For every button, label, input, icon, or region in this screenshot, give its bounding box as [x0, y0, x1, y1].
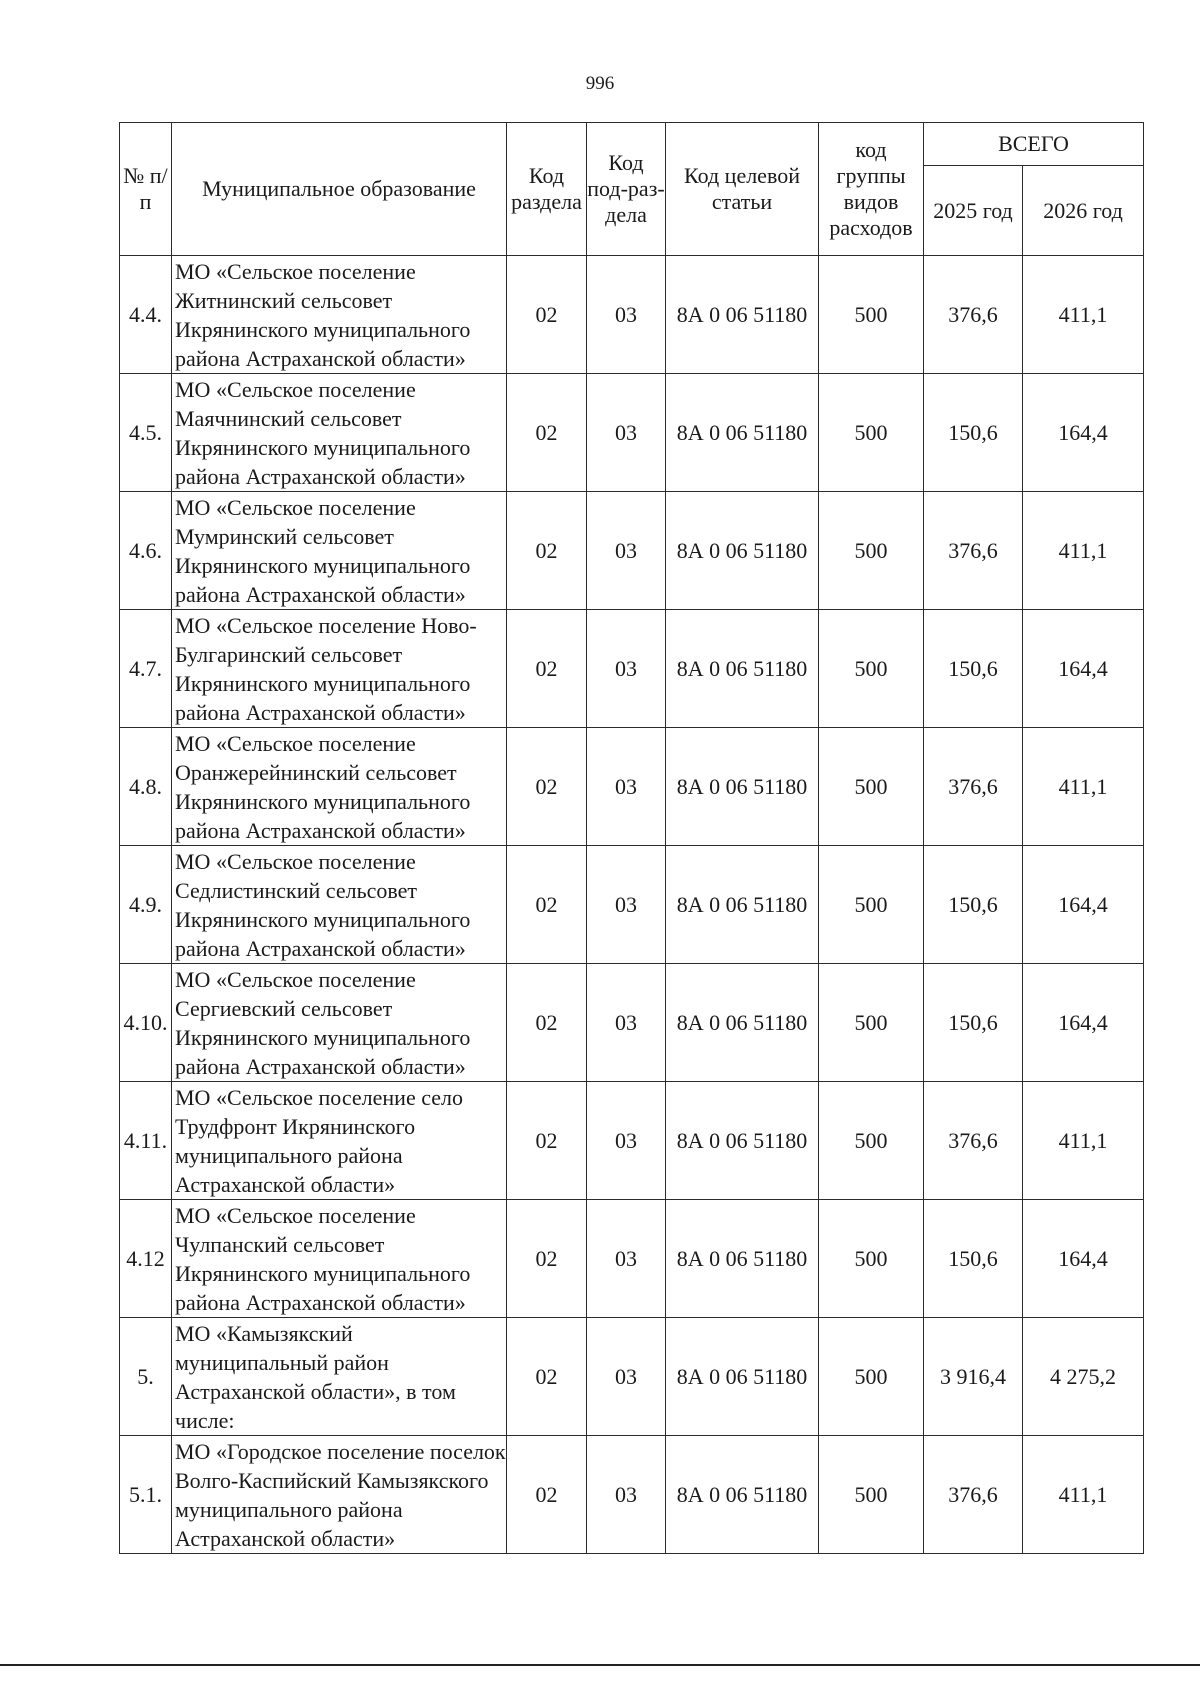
- amount-2026: 411,1: [1023, 1436, 1144, 1554]
- section-code: 02: [507, 846, 587, 964]
- target-code: 8А 0 06 51180: [666, 492, 819, 610]
- row-number: 4.4.: [120, 256, 172, 374]
- amount-2026: 164,4: [1023, 964, 1144, 1082]
- municipality-name: МО «Сельское поселение село Трудфронт Икрянинского муниципального района Астраханской области»: [172, 1082, 507, 1200]
- amount-2025: 376,6: [924, 1082, 1023, 1200]
- subsection-code: 03: [587, 374, 666, 492]
- subsection-code: 03: [587, 256, 666, 374]
- section-code: 02: [507, 492, 587, 610]
- row-number: 5.1.: [120, 1436, 172, 1554]
- row-number: 4.10.: [120, 964, 172, 1082]
- row-number: 4.12: [120, 1200, 172, 1318]
- header-section: Код раздела: [507, 123, 587, 256]
- table-row: [120, 1200, 1144, 1318]
- section-code: 02: [507, 1318, 587, 1436]
- amount-2025: 150,6: [924, 374, 1023, 492]
- row-number: 4.5.: [120, 374, 172, 492]
- header-year-2025: 2025 год: [924, 166, 1023, 256]
- target-code: 8А 0 06 51180: [666, 1318, 819, 1436]
- header-subsection: Код под-раз-дела: [587, 123, 666, 256]
- municipality-name: МО «Городское поселение поселок Волго-Каспийский Камызякского муниципального района Астраханской области»: [172, 1436, 507, 1554]
- amount-2025: 376,6: [924, 492, 1023, 610]
- target-code: 8А 0 06 51180: [666, 1082, 819, 1200]
- municipality-name: МО «Сельское поселение Сергиевский сельсовет Икрянинского муниципального района Астраханской области»: [172, 964, 507, 1082]
- municipality-name: МО «Сельское поселение Ново-Булгаринский сельсовет Икрянинского муниципального района Астраханской области»: [172, 610, 507, 728]
- municipality-name: МО «Сельское поселение Житнинский сельсовет Икрянинского муниципального района Астраханской области»: [172, 256, 507, 374]
- expense-group-code: 500: [819, 256, 924, 374]
- table-row: [120, 846, 1144, 964]
- subsection-code: 03: [587, 728, 666, 846]
- expense-group-code: 500: [819, 846, 924, 964]
- amount-2025: 150,6: [924, 964, 1023, 1082]
- page-number: 996: [585, 73, 615, 94]
- amount-2026: 411,1: [1023, 256, 1144, 374]
- footer-rule: [0, 1664, 1200, 1666]
- amount-2025: 150,6: [924, 610, 1023, 728]
- subsection-code: 03: [587, 1200, 666, 1318]
- section-code: 02: [507, 964, 587, 1082]
- amount-2025: 376,6: [924, 1436, 1023, 1554]
- section-code: 02: [507, 1200, 587, 1318]
- amount-2026: 4 275,2: [1023, 1318, 1144, 1436]
- amount-2026: 164,4: [1023, 846, 1144, 964]
- amount-2026: 411,1: [1023, 1082, 1144, 1200]
- table-row: [120, 964, 1144, 1082]
- expense-group-code: 500: [819, 964, 924, 1082]
- subsection-code: 03: [587, 610, 666, 728]
- expense-group-code: 500: [819, 492, 924, 610]
- target-code: 8А 0 06 51180: [666, 1436, 819, 1554]
- target-code: 8А 0 06 51180: [666, 964, 819, 1082]
- expense-group-code: 500: [819, 610, 924, 728]
- amount-2025: 150,6: [924, 1200, 1023, 1318]
- table-row: [120, 374, 1144, 492]
- target-code: 8А 0 06 51180: [666, 256, 819, 374]
- target-code: 8А 0 06 51180: [666, 1200, 819, 1318]
- subsection-code: 03: [587, 1436, 666, 1554]
- row-number: 4.6.: [120, 492, 172, 610]
- subsection-code: 03: [587, 492, 666, 610]
- subsection-code: 03: [587, 846, 666, 964]
- expense-group-code: 500: [819, 728, 924, 846]
- row-number: 5.: [120, 1318, 172, 1436]
- section-code: 02: [507, 256, 587, 374]
- table-row: [120, 1436, 1144, 1554]
- municipality-name: МО «Сельское поселение Мумринский сельсовет Икрянинского муниципального района Астраханской области»: [172, 492, 507, 610]
- table-row: [120, 1318, 1144, 1436]
- target-code: 8А 0 06 51180: [666, 728, 819, 846]
- amount-2026: 411,1: [1023, 728, 1144, 846]
- municipality-name: МО «Камызякский муниципальный район Астраханской области», в том числе:: [172, 1318, 507, 1436]
- amount-2026: 164,4: [1023, 1200, 1144, 1318]
- expense-group-code: 500: [819, 1318, 924, 1436]
- municipality-name: МО «Сельское поселение Маячнинский сельсовет Икрянинского муниципального района Астраханской области»: [172, 374, 507, 492]
- target-code: 8А 0 06 51180: [666, 610, 819, 728]
- section-code: 02: [507, 1436, 587, 1554]
- budget-table: [119, 122, 1144, 1554]
- target-code: 8А 0 06 51180: [666, 374, 819, 492]
- table-row: [120, 610, 1144, 728]
- municipality-name: МО «Сельское поселение Седлистинский сельсовет Икрянинского муниципального района Астраханской области»: [172, 846, 507, 964]
- table-row: [120, 256, 1144, 374]
- amount-2025: 3 916,4: [924, 1318, 1023, 1436]
- table-row: [120, 1082, 1144, 1200]
- row-number: 4.11.: [120, 1082, 172, 1200]
- row-number: 4.8.: [120, 728, 172, 846]
- expense-group-code: 500: [819, 1082, 924, 1200]
- section-code: 02: [507, 728, 587, 846]
- table-row: [120, 728, 1144, 846]
- header-num: № п/п: [120, 123, 172, 256]
- section-code: 02: [507, 1082, 587, 1200]
- expense-group-code: 500: [819, 374, 924, 492]
- municipality-name: МО «Сельское поселение Чулпанский сельсовет Икрянинского муниципального района Астраханской области»: [172, 1200, 507, 1318]
- amount-2025: 376,6: [924, 256, 1023, 374]
- row-number: 4.7.: [120, 610, 172, 728]
- header-target: Код целевой статьи: [666, 123, 819, 256]
- table-row: [120, 492, 1144, 610]
- header-total: ВСЕГО: [924, 123, 1144, 166]
- subsection-code: 03: [587, 1082, 666, 1200]
- header-year-2026: 2026 год: [1023, 166, 1144, 256]
- subsection-code: 03: [587, 1318, 666, 1436]
- amount-2025: 376,6: [924, 728, 1023, 846]
- section-code: 02: [507, 610, 587, 728]
- expense-group-code: 500: [819, 1200, 924, 1318]
- amount-2025: 150,6: [924, 846, 1023, 964]
- expense-group-code: 500: [819, 1436, 924, 1554]
- section-code: 02: [507, 374, 587, 492]
- target-code: 8А 0 06 51180: [666, 846, 819, 964]
- subsection-code: 03: [587, 964, 666, 1082]
- header-mo: Муниципальное образование: [172, 123, 507, 256]
- amount-2026: 164,4: [1023, 610, 1144, 728]
- amount-2026: 411,1: [1023, 492, 1144, 610]
- municipality-name: МО «Сельское поселение Оранжерейнинский сельсовет Икрянинского муниципального района Астраханской области»: [172, 728, 507, 846]
- row-number: 4.9.: [120, 846, 172, 964]
- header-group: код группы видов расходов: [819, 123, 924, 256]
- amount-2026: 164,4: [1023, 374, 1144, 492]
